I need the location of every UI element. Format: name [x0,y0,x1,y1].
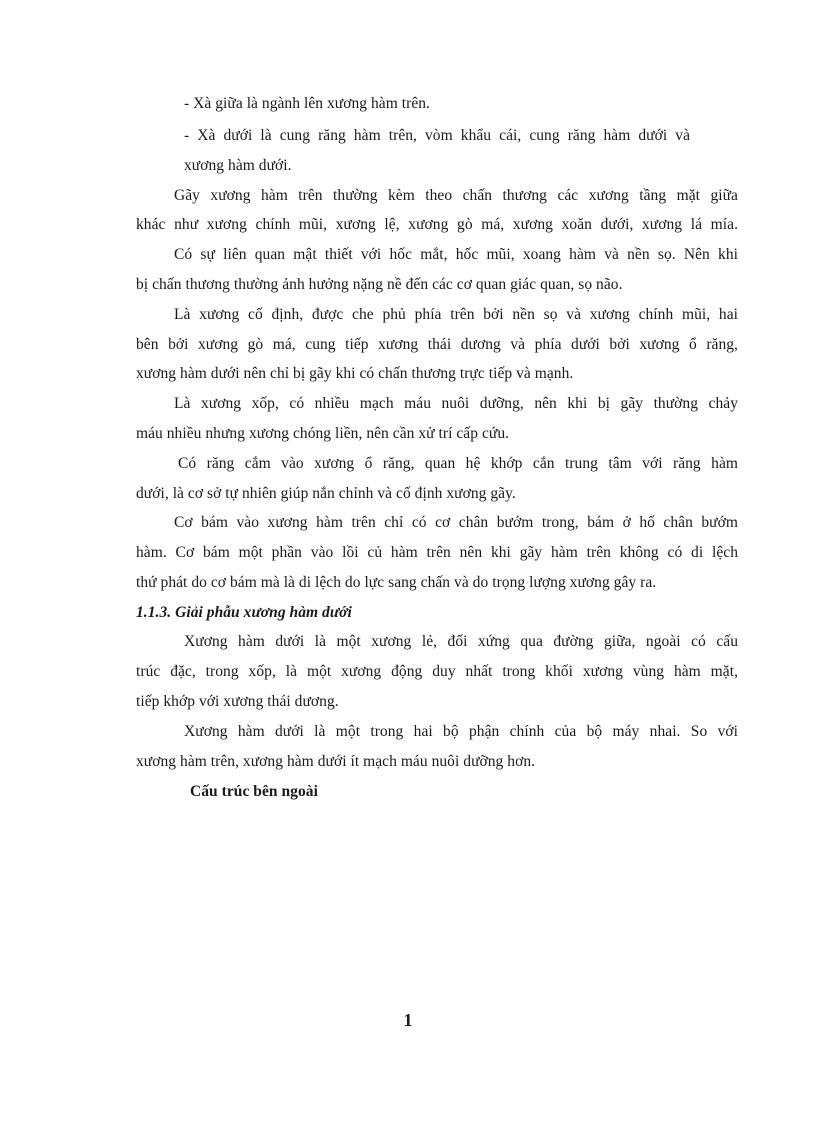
paragraph-line: bị chấn thương thường ảnh hưởng nặng nề đến các cơ quan giác quan, sọ não. [136,276,623,293]
paragraph-line: xương hàm trên, xương hàm dưới ít mạch máu nuôi dưỡng hơn. [136,753,536,770]
paragraph-line: Có răng cắm vào xương ổ răng, quan hệ khớp cắn trung tâm với răng hàm [178,455,738,472]
paragraph-line: Gãy xương hàm trên thường kèm theo chấn thương các xương tầng mặt giữa [174,187,738,204]
paragraph-line: Cơ bám vào xương hàm trên chỉ có cơ chân bướm trong, bám ở hố chân bướm [174,514,738,531]
paragraph-line: tiếp khớp với xương thái dương. [136,693,339,710]
bullet-line-continuation: xương hàm dưới. [184,157,292,174]
paragraph-line: thứ phát do cơ bám mà là di lệch do lực sang chấn và do trọng lượng xương gây ra. [136,574,657,591]
paragraph-line: máu nhiều nhưng xương chóng liền, nên cần xử trí cấp cứu. [136,425,510,442]
paragraph-line: khác như xương chính mũi, xương lệ, xương gò má, xương xoăn dưới, xương lá mía. [136,216,738,233]
paragraph-line: Là xương xốp, có nhiều mạch máu nuôi dưỡng, nên khi bị gãy thường chảy [174,395,738,412]
paragraph-line: Xương hàm dưới là một trong hai bộ phận chính của bộ máy nhai. So với [184,723,738,740]
bullet-line: - Xà giữa là ngành lên xương hàm trên. [184,95,430,112]
subsection-heading: Cấu trúc bên ngoài [190,783,318,800]
paragraph-line: xương hàm dưới nên chỉ bị gãy khi có chấn thương trực tiếp và mạnh. [136,365,574,382]
paragraph-line: dưới, là cơ sở tự nhiên giúp nắn chỉnh và cố định xương gãy. [136,485,516,502]
paragraph-line: Là xương cố định, được che phủ phía trên bởi nền sọ và xương chính mũi, hai [174,306,738,323]
paragraph-line: hàm. Cơ bám một phần vào lồi củ hàm trên nên khi gãy hàm trên không có di lệch [136,544,738,561]
paragraph-line: Xương hàm dưới là một xương lẻ, đối xứng qua đường giữa, ngoài có cấu [184,633,738,650]
paragraph-line: bên bởi xương gò má, cung tiếp xương thái dương và phía dưới bởi xương ổ răng, [136,336,738,353]
page-number: 1 [403,1010,413,1030]
paragraph-line: trúc đặc, trong xốp, là một xương động duy nhất trong khối xương vùng hàm mặt, [136,663,738,680]
bullet-line: - Xà dưới là cung răng hàm trên, vòm khẩu cái, cung răng hàm dưới và [184,127,690,144]
paragraph-line: Có sự liên quan mật thiết với hốc mắt, hốc mũi, xoang hàm và nền sọ. Nên khi [174,246,738,263]
section-heading: 1.1.3. Giải phẫu xương hàm dưới [136,604,352,621]
